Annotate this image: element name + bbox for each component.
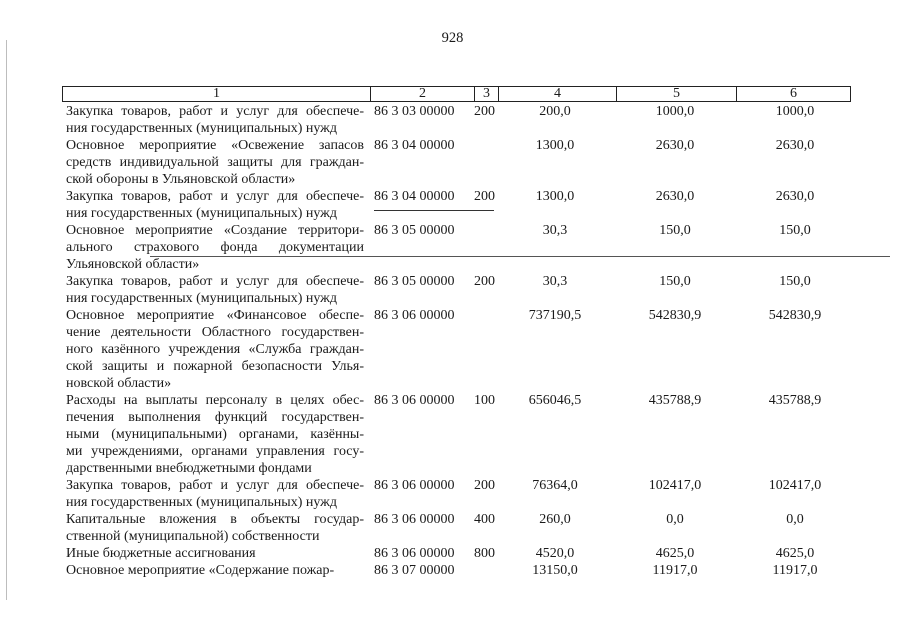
row-value-col4: 200,0 [539, 104, 571, 119]
description-line: Расходы на выплаты персоналу в целях обес- [66, 393, 364, 408]
row-code: 86 3 05 00000 [374, 274, 455, 289]
row-value-col4: 1300,0 [535, 189, 575, 204]
row-value-col4: 737190,5 [528, 308, 582, 323]
description-line: ния государственных (муниципальных) нужд [66, 495, 337, 510]
row-description [66, 137, 364, 188]
table-row [0, 103, 905, 137]
row-value-col5: 102417,0 [648, 478, 702, 493]
row-value-col6: 1000,0 [775, 104, 815, 119]
header-col-6: 6 [737, 87, 851, 102]
row-value-col6: 102417,0 [768, 478, 822, 493]
description-line: Основное мероприятие «Создание территори- [66, 223, 364, 238]
row-value-col5: 2630,0 [655, 189, 695, 204]
description-line: Капитальные вложения в объекты государ- [66, 512, 364, 527]
row-value-col4: 4520,0 [535, 546, 575, 561]
description-line: ными (муниципальными) органами, казённы- [66, 427, 364, 442]
row-value-col6: 4625,0 [775, 546, 815, 561]
description-line: ми учреждениями, органами управления госу- [66, 444, 364, 459]
row-expense-kind: 100 [474, 393, 495, 408]
description-line: Закупка товаров, работ и услуг для обеспече- [66, 189, 364, 204]
row-value-col6: 150,0 [779, 274, 811, 289]
description-line: чение деятельности Областного государствен- [66, 325, 364, 340]
description-line: Иные бюджетные ассигнования [66, 546, 256, 561]
table-row [0, 477, 905, 511]
table-row [0, 562, 905, 579]
row-value-col6: 0,0 [786, 512, 804, 527]
row-value-col4: 260,0 [539, 512, 571, 527]
description-line: ской защиты и пожарной безопасности Улья- [66, 359, 364, 374]
row-value-col6: 2630,0 [775, 138, 815, 153]
description-line: Основное мероприятие «Освежение запасов [66, 138, 364, 153]
row-expense-kind: 200 [474, 104, 495, 119]
row-description [66, 188, 364, 222]
row-description [66, 477, 364, 511]
scan-artifact-line [150, 256, 890, 257]
page-number: 928 [441, 30, 464, 46]
description-line: ного казённого учреждения «Служба граждан- [66, 342, 364, 357]
scan-artifact-line [374, 210, 494, 211]
description-line: ственной (муниципальной) собственности [66, 529, 320, 544]
description-line: Основное мероприятие «Содержание пожар- [66, 563, 335, 578]
row-value-col4: 656046,5 [528, 393, 582, 408]
row-value-col5: 2630,0 [655, 138, 695, 153]
description-line: Основное мероприятие «Финансовое обеспе- [66, 308, 364, 323]
row-value-col6: 11917,0 [772, 563, 818, 578]
row-description [66, 103, 364, 137]
table-body [0, 103, 905, 579]
row-value-col5: 150,0 [659, 274, 691, 289]
row-value-col4: 30,3 [542, 274, 568, 289]
row-value-col5: 435788,9 [648, 393, 702, 408]
table-row [0, 273, 905, 307]
row-code: 86 3 06 00000 [374, 308, 455, 323]
row-expense-kind: 400 [474, 512, 495, 527]
description-line: ния государственных (муниципальных) нужд [66, 291, 337, 306]
row-value-col6: 150,0 [779, 223, 811, 238]
row-value-col5: 11917,0 [652, 563, 698, 578]
description-line: печения выполнения функций государствен- [66, 410, 364, 425]
description-line: ального страхового фонда документации [66, 240, 364, 255]
row-value-col6: 2630,0 [775, 189, 815, 204]
row-description [66, 273, 364, 307]
row-code: 86 3 07 00000 [374, 563, 455, 578]
table-header [62, 86, 851, 102]
description-line: ния государственных (муниципальных) нужд [66, 206, 337, 221]
description-line: средств индивидуальной защиты для граждан- [66, 155, 364, 170]
row-description [66, 392, 364, 477]
row-code: 86 3 04 00000 [374, 189, 455, 204]
description-line: Закупка товаров, работ и услуг для обеспече- [66, 104, 364, 119]
row-code: 86 3 06 00000 [374, 478, 455, 493]
row-value-col4: 76364,0 [532, 478, 578, 493]
row-value-col4: 13150,0 [532, 563, 578, 578]
description-line: новской области» [66, 376, 172, 391]
description-line: ния государственных (муниципальных) нужд [66, 121, 337, 136]
row-expense-kind: 200 [474, 478, 495, 493]
row-expense-kind: 800 [474, 546, 495, 561]
row-value-col4: 1300,0 [535, 138, 575, 153]
header-col-2: 2 [371, 87, 475, 102]
row-value-col6: 542830,9 [768, 308, 822, 323]
header-col-3: 3 [475, 87, 499, 102]
row-code: 86 3 04 00000 [374, 138, 455, 153]
row-code: 86 3 06 00000 [374, 512, 455, 527]
row-description [66, 222, 364, 273]
description-line: дарственными внебюджетными фондами [66, 461, 312, 476]
row-expense-kind: 200 [474, 189, 495, 204]
row-value-col5: 1000,0 [655, 104, 695, 119]
row-code: 86 3 05 00000 [374, 223, 455, 238]
row-value-col5: 0,0 [666, 512, 684, 527]
row-description [66, 511, 364, 545]
table-row [0, 222, 905, 273]
row-value-col4: 30,3 [542, 223, 568, 238]
table-row [0, 392, 905, 477]
row-code: 86 3 03 00000 [374, 104, 455, 119]
header-col-4: 4 [499, 87, 617, 102]
row-description [66, 562, 364, 579]
header-col-1: 1 [213, 86, 220, 101]
row-value-col6: 435788,9 [768, 393, 822, 408]
description-line: Ульяновской области» [66, 257, 200, 272]
row-description [66, 545, 364, 562]
row-description [66, 307, 364, 392]
table-row [0, 307, 905, 392]
table-row [0, 545, 905, 562]
row-code: 86 3 06 00000 [374, 546, 455, 561]
table-row [0, 188, 905, 222]
row-value-col5: 542830,9 [648, 308, 702, 323]
row-value-col5: 4625,0 [655, 546, 695, 561]
row-code: 86 3 06 00000 [374, 393, 455, 408]
description-line: ской обороны в Ульяновской области» [66, 172, 296, 187]
header-col-5: 5 [617, 87, 737, 102]
row-value-col5: 150,0 [659, 223, 691, 238]
table-row [0, 137, 905, 188]
row-expense-kind: 200 [474, 274, 495, 289]
table-row [0, 511, 905, 545]
description-line: Закупка товаров, работ и услуг для обеспече- [66, 478, 364, 493]
description-line: Закупка товаров, работ и услуг для обеспече- [66, 274, 364, 289]
